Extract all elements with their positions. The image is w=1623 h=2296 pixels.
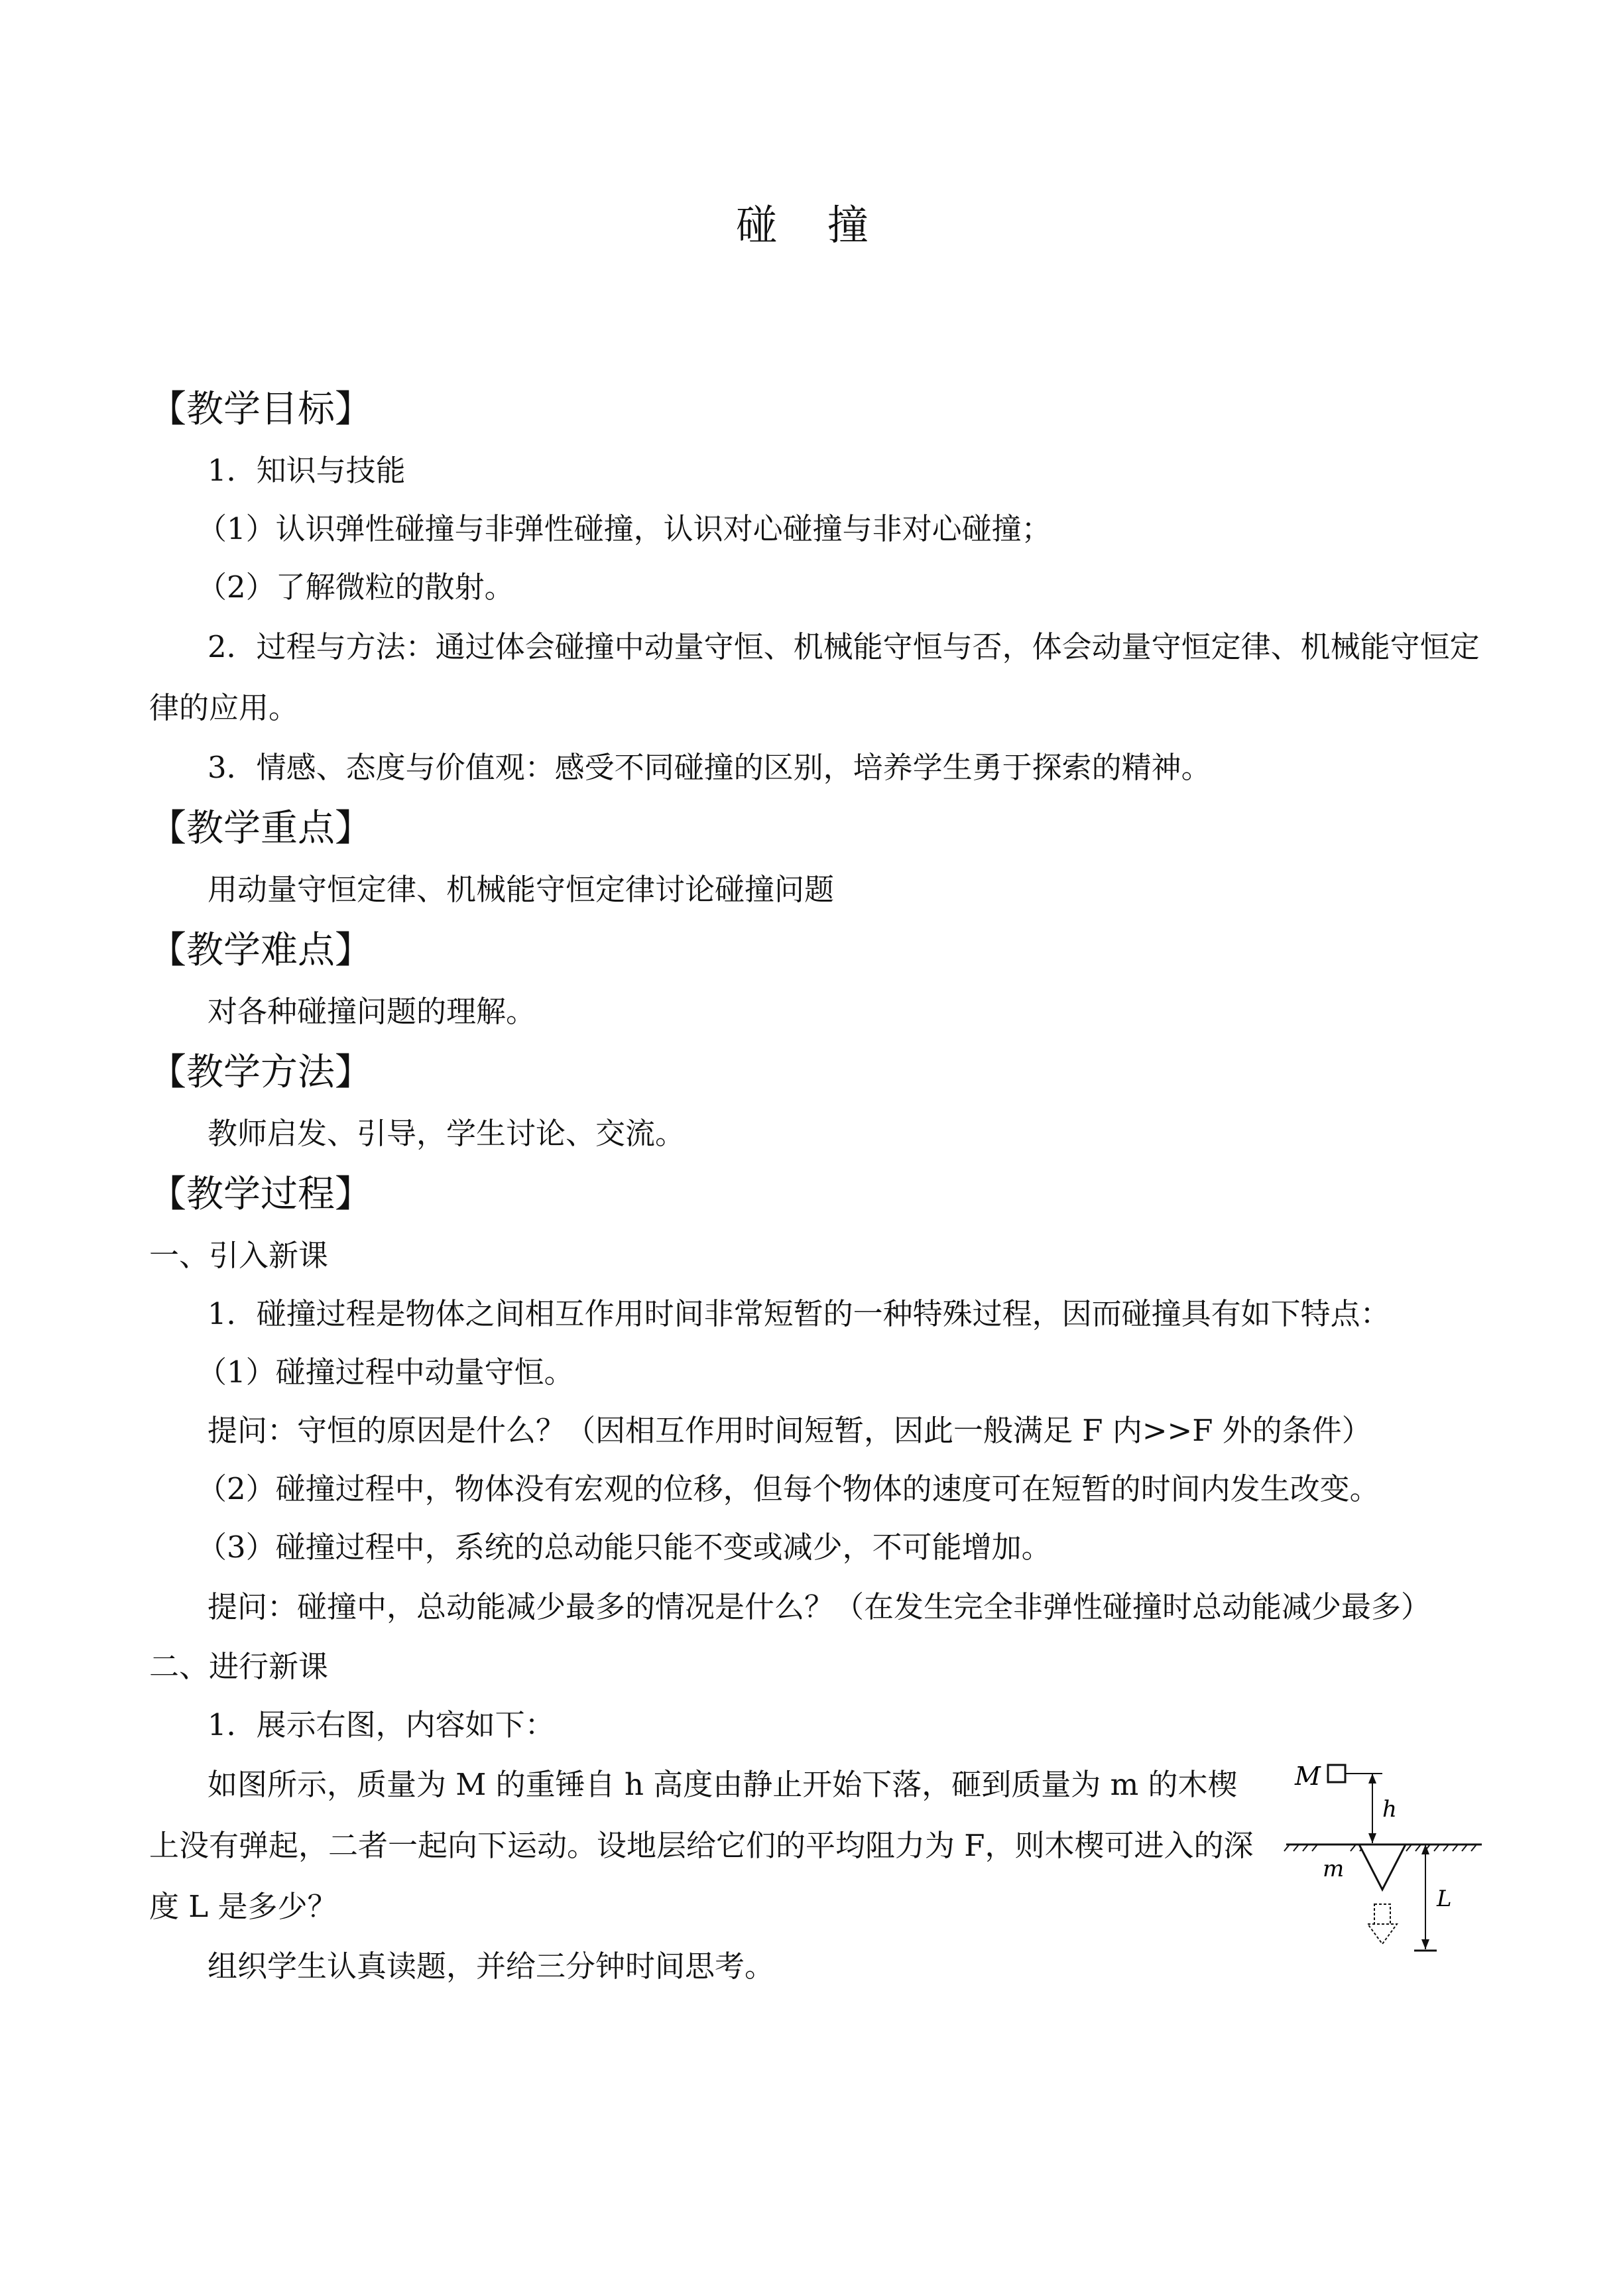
goal-item-2: 2．过程与方法：通过体会碰撞中动量守恒、机械能守恒与否，体会动量守恒定律、机械能守恒定律的应用。 (149, 629, 1480, 725)
intro-question-2: 提问：碰撞中，总动能减少最多的情况是什么？（在发生完全非弹性碰撞时总动能减少最多） (208, 1589, 1431, 1624)
down-arrow-icon (1368, 1904, 1397, 1944)
goal-item-1: 1．知识与技能 (208, 453, 406, 488)
document-title: 碰 撞 (736, 201, 887, 249)
section-header-process: 【教学过程】 (149, 1173, 372, 1216)
difficulties-text: 对各种碰撞问题的理解。 (208, 994, 536, 1029)
intro-subitem-1: （1）碰撞过程中动量守恒。 (197, 1355, 574, 1390)
figure-label-m: m (1323, 1856, 1345, 1882)
hammer-block (1328, 1765, 1345, 1782)
L-arrow-bottom (1421, 1939, 1429, 1949)
methods-text: 教师启发、引导，学生讨论、交流。 (208, 1116, 686, 1151)
pile-driver-diagram (1283, 1750, 1495, 1969)
new-lesson-title: 二、进行新课 (149, 1649, 329, 1684)
intro-title: 一、引入新课 (149, 1238, 329, 1273)
goal-item-3: 3．情感、态度与价值观：感受不同碰撞的区别，培养学生勇于探索的精神。 (208, 750, 1211, 785)
intro-subitem-3: （3）碰撞过程中，系统的总动能只能不变或减少，不可能增加。 (197, 1530, 1052, 1565)
figure-label-L: L (1437, 1886, 1452, 1912)
organize-text: 组织学生认真读题，并给三分钟时间思考。 (208, 1949, 775, 1984)
wedge (1359, 1844, 1406, 1890)
h-arrow-top (1368, 1774, 1376, 1783)
h-arrow-bottom (1368, 1833, 1376, 1843)
goal-subitem-2: （2）了解微粒的散射。 (197, 570, 514, 605)
key-points-text: 用动量守恒定律、机械能守恒定律讨论碰撞问题 (208, 872, 835, 907)
goal-subitem-1: （1）认识弹性碰撞与非弹性碰撞，认识对心碰撞与非对心碰撞； (197, 511, 1052, 546)
intro-item-1: 1．碰撞过程是物体之间相互作用时间非常短暂的一种特殊过程，因而碰撞具有如下特点： (208, 1296, 1390, 1331)
section-header-methods: 【教学方法】 (149, 1051, 372, 1094)
section-header-key-points: 【教学重点】 (149, 807, 372, 850)
section-header-difficulties: 【教学难点】 (149, 929, 372, 972)
intro-question-1: 提问：守恒的原因是什么？（因相互作用时间短暂，因此一般满足 F 内>>F 外的条件） (208, 1413, 1372, 1448)
problem-text: 如图所示，质量为 M 的重锤自 h 高度由静止开始下落，砸到质量为 m 的木楔上没有弹起，二者一起向下运动。设地层给它们的平均阻力为 F，则木楔可进入的深度 L 是多少？ (149, 1767, 1254, 1924)
section-header-goals: 【教学目标】 (149, 388, 372, 431)
new-lesson-item-1: 1．展示右图，内容如下： (208, 1707, 555, 1742)
intro-subitem-2: （2）碰撞过程中，物体没有宏观的位移，但每个物体的速度可在短暂的时间内发生改变。 (197, 1471, 1380, 1506)
figure-label-h: h (1382, 1796, 1397, 1823)
figure-label-M: M (1295, 1762, 1321, 1791)
